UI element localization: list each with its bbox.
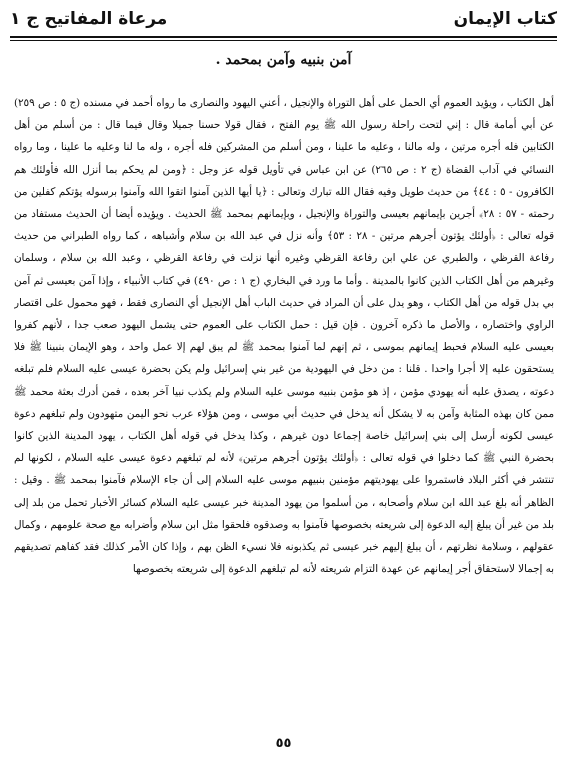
page-number: ٥٥ xyxy=(275,736,292,751)
header-rule-thin xyxy=(10,40,557,41)
book-title: مرعاة المفاتيح ج ١ xyxy=(10,9,168,29)
section-title: آمن بنبيه وآمن بمحمد . xyxy=(215,52,352,68)
header-rule-thick xyxy=(10,36,557,38)
body-paragraph: أهل الكتاب ، ويؤيد العموم أي الحمل على أهل التوراة والإنجيل ، أعني اليهود والنصارى ما رواه أحمد في مسنده (ج ٥ : ص ٢٥٩) عن أبي أمامة قال : إني لتحت راحلة رسول الله ﷺ يوم الفتح ، فقال قولا حسنا جميلا وقال فيما قال : من أسلم من أهل الكتابين فله أجره مرتين ، وله مالنا ، وعليه ما علينا ، ومن أسلم من المشركين فله أجره ، وله ما لنا وعليه ما علينا ، وما رواه النسائي في آداب القضاة (ج ٢ : ص ٢٦٥) عن ابن عباس في تأويل قوله عز وجل : ﴿ومن لم يحكم بما أنزل الله فأولئك هم الكافرون - ٥ : ٤٤﴾ من حديث طويل وفيه فقال الله تبارك وتعالى : ﴿يا أيها الذين آمنوا اتقوا الله وآمنوا برسوله يؤتكم كفلين من رحمته - ٥٧ : ٢٨﴾ أجرين بإيمانهم بعيسى والتوراة والإنجيل ، وبإيمانهم بمحمد ﷺ الحديث . ويؤيده أيضا أن الحديث مستفاد من قوله تعالى : ﴿أولئك يؤتون أجرهم مرتين - ٢٨ : ٥٣﴾ وأنه نزل في عبد الله بن سلام وأشباهه ، كما رواه الطبراني من حديث رفاعة القرظي ، والطبري عن علي ابن رفاعة القرظي وغيره أنها نزلت في رفاعة القرظي ، وعبد الله بن سلام ، وسلمان وغيرهم من أهل الكتاب الذين كانوا بالمدينة . وأما ما ورد في البخاري (ج ١ : ص ٤٩٠) في كتاب الأنبياء ، وإذا آمن بعيسى ثم آمن بي بدل قوله من أهل الكتاب ، وهو يدل على أن المراد في حديث الباب أهل الإنجيل أي النصارى فقط ، فهو محمول على اقتصار الراوي واختصاره ، والأصل ما ذكره آخرون . فإن قيل : حمل الكتاب على العموم حتى يشمل اليهود صعب جدا ، لأنهم كفروا بعيسى عليه السلام فحبط إيمانهم بموسى ، ثم إنهم لما آمنوا بمحمد ﷺ لم يبق لهم إلا عمل واحد ، وهو الإيمان بنبينا ﷺ فلا يستحقون عليه إلا أجرا واحدا . قلنا : من دخل في اليهودية من غير بني إسرائيل ولم يكن بحضرة عيسى عليه السلام فلم تبلغه دعوته ، يصدق عليه أنه يهودي مؤمن ، إذ هو مؤمن بنبيه موسى عليه السلام ولم يكذب نبيا آخر بعده ، فمن أدرك بعثة محمد ﷺ ممن كان بهذه المثابة وآمن به لا يشكل أنه يدخل في حديث أبي موسى ، ومن هؤلاء عرب نحو اليمن متهودون ولم تبلغهم دعوة عيسى لكونه أرسل إلى بني إسرائيل خاصة إجماعا دون غيرهم ، وكذا يدخل في قوله أهل الكتاب ، يهود المدينة الذين كانوا بحضرة النبي ﷺ كما دخلوا في قوله تعالى : ﴿أولئك يؤتون أجرهم مرتين﴾ لأنه لم تبلغهم دعوة عيسى عليه السلام ، لكونها لم تنتشر في أكثر البلاد فاستمروا على يهوديتهم مؤمنين بنبيهم موسى عليه السلام إلى أن جاء الإسلام فآمنوا بمحمد ﷺ . وقيل : الظاهر أنه بلغ عبد الله ابن سلام وأصحابه ، من أسلموا من يهود المدينة خبر عيسى عليه السلام كسائر الأخبار تحمل من بلد إلى بلد من غير أن يبلغ إليه الدعوة إلى شريعته بخصوصها فآمنوا به وصدقوه فلحقوا مثل ابن سلام وأضرابه مع صحة علومهم ، وكمال عقولهم ، وسلامة نظرتهم ، أن يبلغ إليهم خبر عيسى ثم يكذبونه فلا نسيء الظن بهم ، وإذا كان الأمر كذلك فقد كفاهم تصديقهم به إجمالا لاستحقاق أجر إيمانهم عن عهدة التزام شريعته لأنه لم تبلغهم الدعوة إلى شريعته بخصوصها xyxy=(14,97,554,576)
chapter-title: كتاب الإيمان xyxy=(453,9,557,29)
running-header xyxy=(10,4,557,34)
